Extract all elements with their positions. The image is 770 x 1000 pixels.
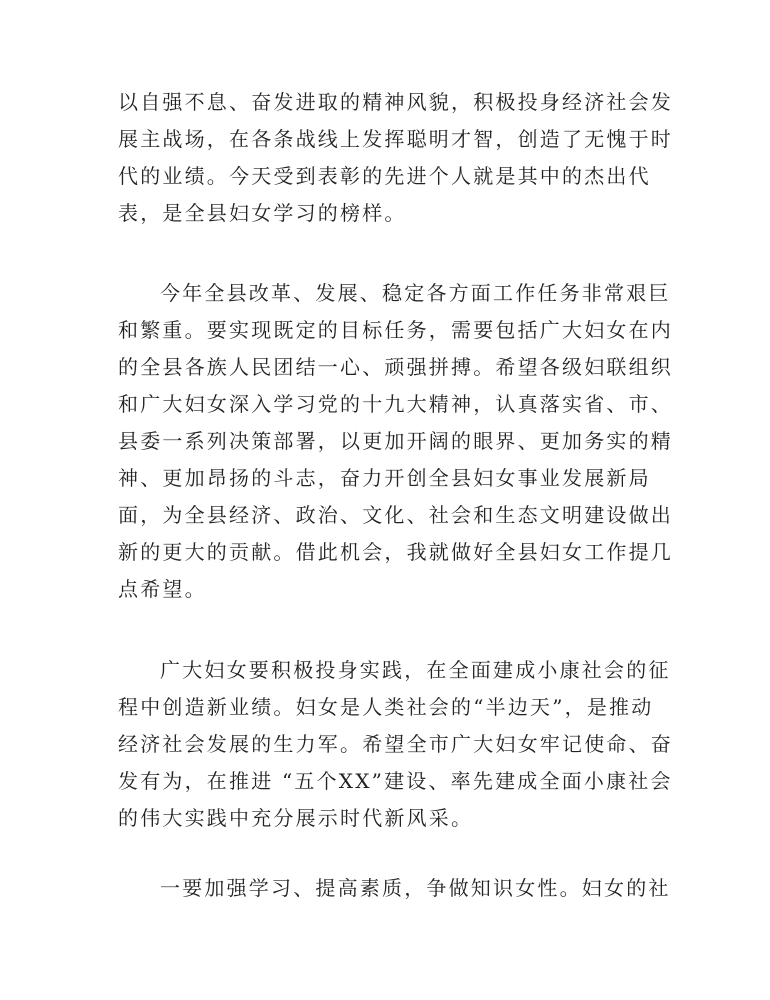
paragraph-line: 程中创造新业绩。妇女是人类社会的“半边天”，是推动	[118, 695, 654, 719]
paragraph-line: 面，为全县经济、政治、文化、社会和生态文明建设做出	[118, 503, 673, 527]
paragraph-line: 发有为，在推进 “五个XX”建设、率先建成全面小康社会	[118, 769, 673, 793]
paragraph-line: 以自强不息、奋发进取的精神风貌，积极投身经济社会发	[118, 90, 673, 114]
paragraph-line: 新的更大的贡献。借此机会，我就做好全县妇女工作提几	[118, 540, 673, 564]
paragraph-line: 的伟大实践中充分展示时代新风采。	[118, 806, 474, 830]
paragraph-line: 点希望。	[118, 577, 207, 601]
paragraph-line: 的全县各族人民团结一心、顽强拼搏。希望各级妇联组织	[118, 355, 673, 379]
paragraph-line: 代的业绩。今天受到表彰的先进个人就是其中的杰出代	[118, 164, 651, 188]
paragraph-line: 展主战场，在各条战线上发挥聪明才智，创造了无愧于时	[118, 127, 673, 151]
paragraph-line: 和繁重。要实现既定的目标任务，需要包括广大妇女在内	[118, 318, 673, 342]
paragraph-line: 和广大妇女深入学习党的十九大精神，认真落实省、市、	[118, 392, 673, 416]
paragraph-line: 神、更加昂扬的斗志，奋力开创全县妇女事业发展新局	[118, 466, 651, 490]
paragraph-line: 广大妇女要积极投身实践，在全面建成小康社会的征	[160, 658, 671, 682]
paragraph-line: 经济社会发展的生力军。希望全市广大妇女牢记使命、奋	[118, 732, 673, 756]
paragraph-line: 今年全县改革、发展、稳定各方面工作任务非常艰巨	[160, 281, 671, 305]
paragraph-line: 表，是全县妇女学习的榜样。	[118, 201, 407, 225]
paragraph-line: 县委一系列决策部署，以更加开阔的眼界、更加务实的精	[118, 429, 673, 453]
paragraph-line: 一要加强学习、提高素质，争做知识女性。妇女的社	[160, 876, 671, 900]
